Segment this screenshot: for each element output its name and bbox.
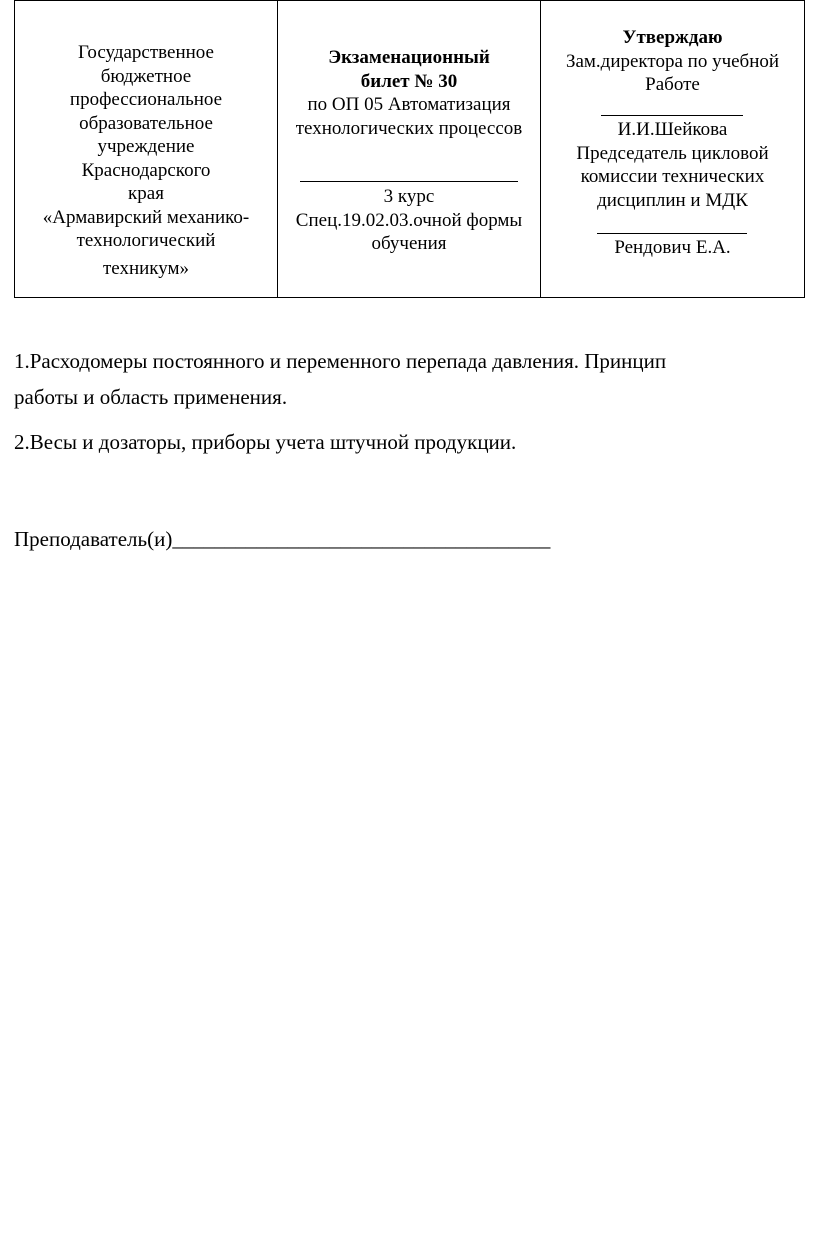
institution-line: Краснодарского (81, 159, 211, 181)
chair-role: Председатель цикловой (576, 142, 769, 164)
question-1-line: 1.Расходомеры постоянного и переменного перепада давления. Принцип (14, 349, 667, 373)
institution-line: образовательное (79, 112, 213, 134)
chair-role: дисциплин и МДК (597, 189, 748, 211)
question-1 (14, 343, 794, 415)
deputy-name: И.И.Шейкова (617, 119, 728, 140)
institution-line: учреждение (97, 136, 195, 157)
institution-line: профессиональное (69, 89, 223, 110)
deputy-role: Зам.директора по учебной (565, 50, 780, 72)
deputy-signature-rule (601, 115, 743, 116)
question-2 (14, 424, 794, 460)
ticket-subject: по ОП 05 Автоматизация (307, 94, 511, 115)
teacher-label: Преподаватель(и)____________________________________ (14, 527, 551, 551)
question-2-text: 2.Весы и дозаторы, приборы учета штучной продукции. (14, 430, 517, 454)
approval-block (541, 26, 804, 97)
institution-cell (15, 1, 278, 298)
institution-line: техникум» (102, 257, 190, 279)
chair-name-block (541, 236, 804, 260)
ticket-header-table (14, 0, 805, 298)
institution-line: края (128, 183, 164, 204)
institution-line: бюджетное (100, 65, 192, 87)
specialty: обучения (371, 233, 447, 254)
chair-block (541, 118, 804, 212)
institution-line: технологический (76, 230, 216, 251)
course: 3 курс (383, 186, 435, 207)
ticket-cell (278, 1, 541, 298)
ticket-title (278, 46, 540, 140)
institution-line: «Армавирский механико- (42, 206, 250, 228)
ticket-title-line: Экзаменационный (328, 47, 490, 68)
approval-cell (541, 1, 805, 298)
chair-signature-rule (597, 233, 747, 234)
question-1-line: работы и область применения. (14, 385, 288, 409)
approval-title: Утверждаю (622, 27, 723, 48)
institution-name (15, 41, 277, 280)
teacher-signature-line (14, 521, 794, 557)
chair-role: комиссии технических (580, 166, 765, 187)
institution-line: Государственное (78, 42, 214, 63)
deputy-role: Работе (645, 74, 700, 95)
chair-name: Рендович Е.А. (614, 237, 731, 258)
specialty: Спец.19.02.03.очной формы (295, 209, 523, 231)
ticket-course-block (278, 185, 540, 256)
ticket-subject: технологических процессов (295, 117, 523, 139)
ticket-divider-rule (300, 181, 518, 182)
ticket-number: билет № 30 (360, 70, 458, 92)
